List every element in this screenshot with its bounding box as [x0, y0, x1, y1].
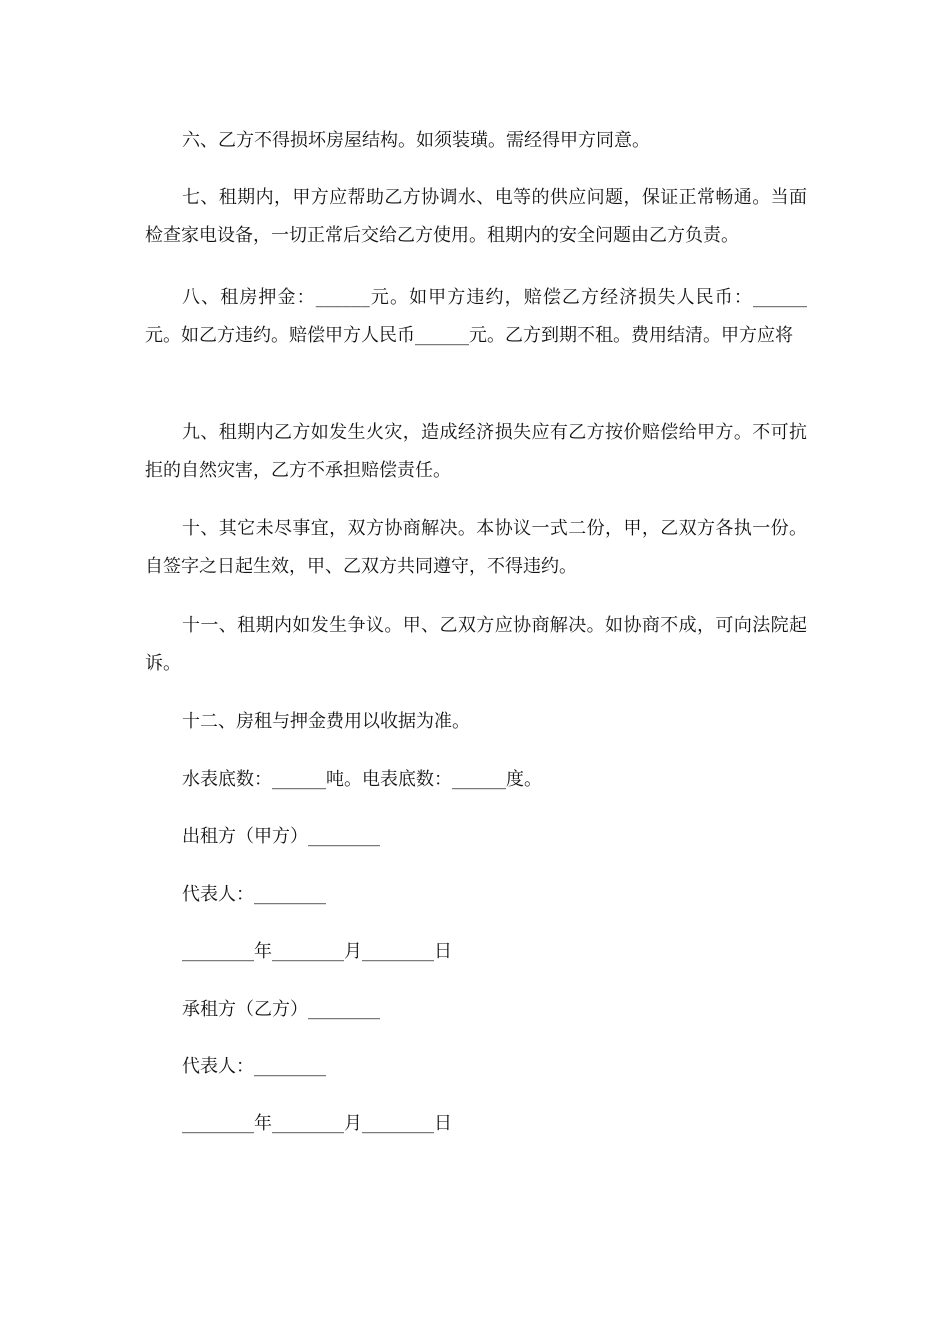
clause-7: 七、租期内，甲方应帮助乙方协调水、电等的供应问题，保证正常畅通。当面检查家电设备，一切正常后交给乙方使用。租期内的安全问题由乙方负责。	[145, 187, 807, 246]
clause-12: 十二、房租与押金费用以收据为准。	[182, 711, 470, 732]
lessor-date: ________年________月________日	[182, 941, 452, 962]
clause-6: 六、乙方不得损坏房屋结构。如须装璜。需经得甲方同意。	[182, 130, 650, 151]
clause-11: 十一、租期内如发生争议。甲、乙双方应协商解决。如协商不成，可向法院起诉。	[145, 615, 807, 674]
lessee-date: ________年________月________日	[182, 1113, 452, 1134]
lessee-label: 承租方（乙方）________	[182, 999, 380, 1020]
meter-reading-line: 水表底数：______吨。电表底数：______度。	[182, 769, 542, 790]
lessee-representative: 代表人：________	[182, 1056, 326, 1077]
clause-8: 八、租房押金：______元。如甲方违约，赔偿乙方经济损失人民币：______元。如乙方违约。赔偿甲方人民币______元。乙方到期不租。费用结清。甲方应将	[145, 287, 807, 346]
lessor-label: 出租方（甲方）________	[182, 826, 380, 847]
clause-10: 十、其它未尽事宜，双方协商解决。本协议一式二份，甲，乙双方各执一份。自签字之日起生效，甲、乙双方共同遵守，不得违约。	[145, 518, 807, 577]
clause-9: 九、租期内乙方如发生火灾，造成经济损失应有乙方按价赔偿给甲方。不可抗拒的自然灾害，乙方不承担赔偿责任。	[145, 422, 807, 481]
lessor-representative: 代表人：________	[182, 884, 326, 905]
